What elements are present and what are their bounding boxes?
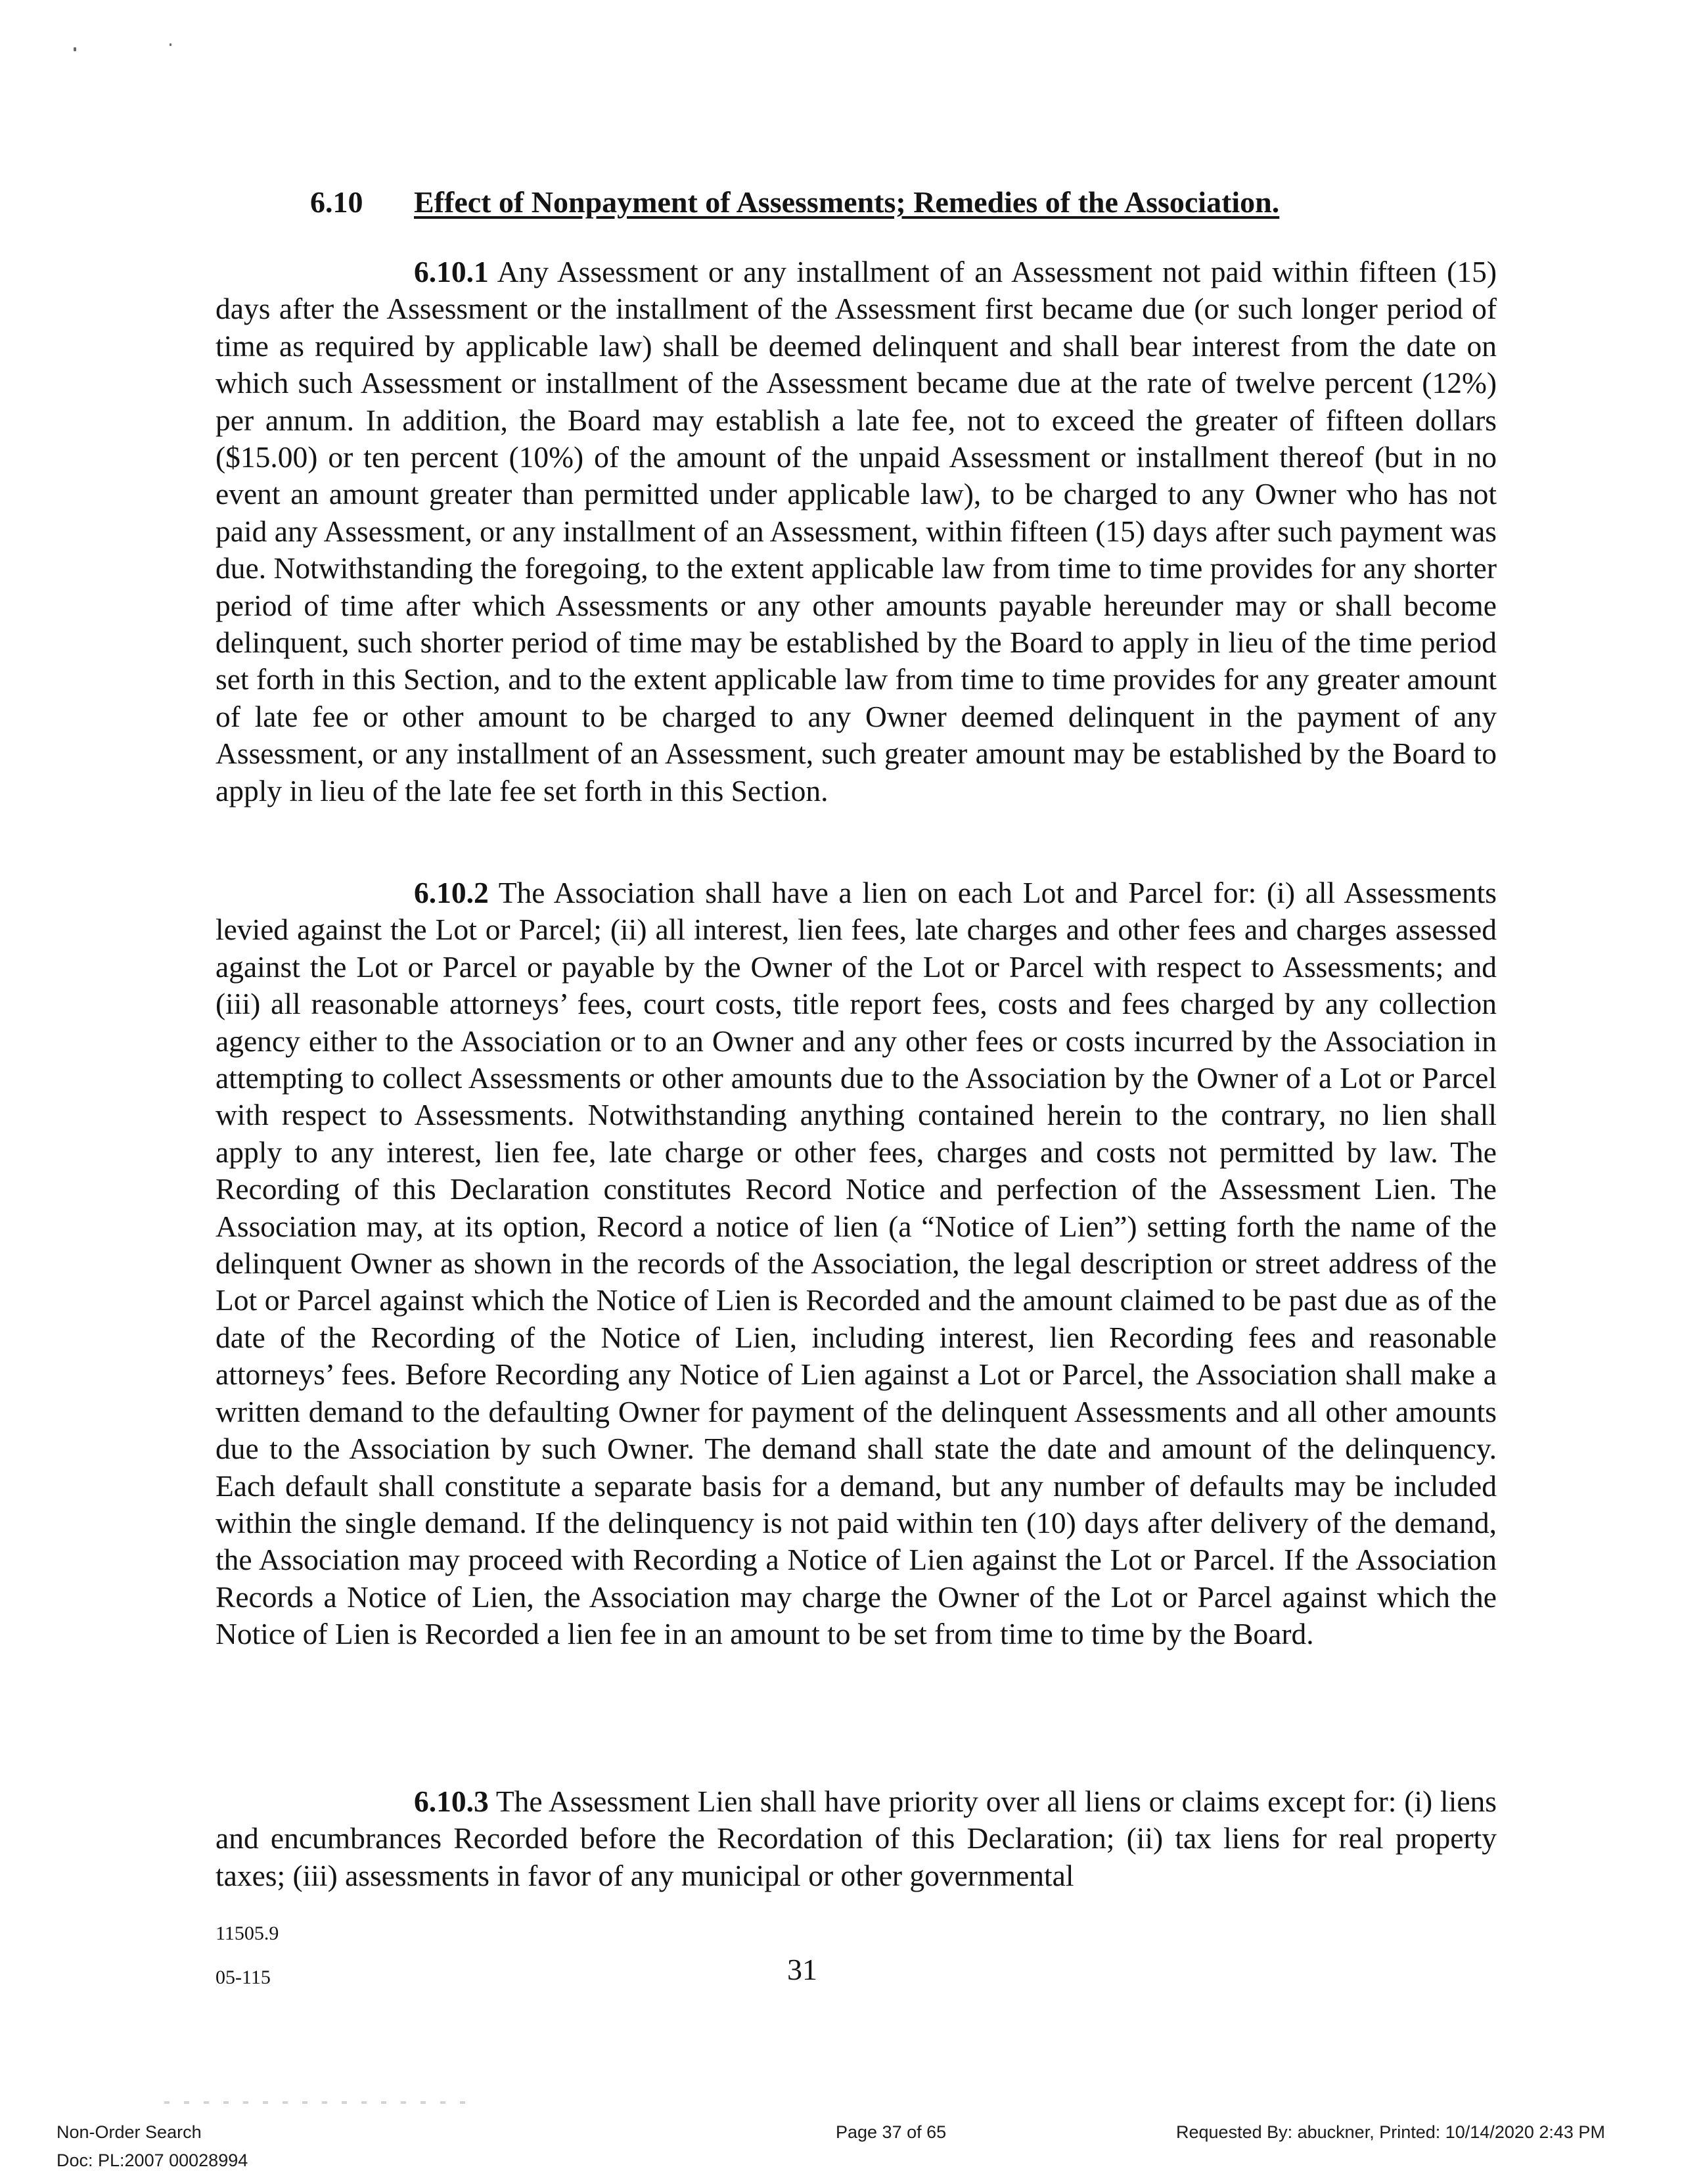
document-code: 11505.9 (216, 1922, 279, 1944)
footer-search-type: Non-Order Search (57, 2122, 202, 2142)
paragraph-number: 6.10.1 (414, 255, 489, 288)
paragraph-text: The Association shall have a lien on each Lot and Parcel for: (i) all Assessments levied against the Lot or Parcel; (ii) all interest, lien fees, late charges and other fees and charges assessed against the Lot or Parcel or payable by the Owner of the Lot or Parcel with respect to Assessments; and (iii) all reasonable attorneys’ fees, court costs, title report fees, costs and fees charged by any collection agency either to the Association or to an Owner and any other fees or costs incurred by the Association in attempting to collect Assessments or other amounts due to the Association by the Owner of a Lot or Parcel with respect to Assessments. Notwithstanding anything contained herein to the contrary, no lien shall apply to any interest, lien fee, late charge or other fees, charges and costs not permitted by law. The Recording of this Declaration constitutes Record Notice and perfection of the Assessment Lien. The Association may, at its option, Record a notice of lien (a “Notice of Lien”) setting forth the name of the delinquent Owner as shown in the records of the Association, the legal description or street address of the Lot or Parcel against which the Notice of Lien is Recorded and the amount claimed to be past due as of the date of the Recording of the Notice of Lien, including interest, lien Recording fees and reasonable attorneys’ fees. Before Recording any Notice of Lien against a Lot or Parcel, the Association shall make a written demand to the defaulting Owner for payment of the delinquent Assessments and all other amounts due to the Association by such Owner. The demand shall state the date and amount of the delinquency. Each default shall constitute a separate basis for a demand, but any number of defaults may be included within the single demand. If the delinquency is not paid within ten (10) days after delivery of the demand, the Association may proceed with Recording a Notice of Lien against the Lot or Parcel. If the Association Records a Notice of Lien, the Association may charge the Owner of the Lot or Parcel against which the Notice of Lien is Recorded a lien fee in an amount to be set from time to time by the Board. (216, 876, 1497, 1651)
page-number: 31 (787, 1953, 817, 1986)
paragraph-number: 6.10.3 (414, 1785, 489, 1818)
scan-speck (170, 43, 171, 46)
document-code: 05-115 (216, 1967, 271, 1988)
paragraph-number: 6.10.2 (414, 876, 489, 909)
section-title: Effect of Nonpayment of Assessments; Remedies of the Association. (414, 185, 1280, 219)
paragraph-text: The Assessment Lien shall have priority over all liens or claims except for: (i) liens and encumbrances Recorded before the Recordation of this Declaration; (ii) tax liens for real property taxes; (iii) assessments in favor of any municipal or other governmental (216, 1785, 1497, 1892)
footer-page-count: Page 37 of 65 (836, 2122, 947, 2142)
footer-document-id: Doc: PL:2007 00028994 (57, 2150, 248, 2170)
paragraph-6-10-1 (216, 254, 1497, 809)
section-number: 6.10 (310, 185, 363, 219)
paragraph-6-10-3 (216, 1783, 1497, 1894)
scan-noise-line (164, 2101, 473, 2104)
scan-speck (74, 47, 76, 51)
paragraph-text: Any Assessment or any installment of an Assessment not paid within fifteen (15) days after the Assessment or the installment of the Assessment first became due (or such longer period of time as required by applicable law) shall be deemed delinquent and shall bear interest from the date on which such Assessment or installment of the Assessment became due at the rate of twelve percent (12%) per annum. In addition, the Board may establish a late fee, not to exceed the greater of fifteen dollars ($15.00) or ten percent (10%) of the amount of the unpaid Assessment or installment thereof (but in no event an amount greater than permitted under applicable law), to be charged to any Owner who has not paid any Assessment, or any installment of an Assessment, within fifteen (15) days after such payment was due. Notwithstanding the foregoing, to the extent applicable law from time to time provides for any shorter period of time after which Assessments or any other amounts payable hereunder may or shall become delinquent, such shorter period of time may be established by the Board to apply in lieu of the time period set forth in this Section, and to the extent applicable law from time to time provides for any greater amount of late fee or other amount to be charged to any Owner deemed delinquent in the payment of any Assessment, or any installment of an Assessment, such greater amount may be established by the Board to apply in lieu of the late fee set forth in this Section. (216, 255, 1497, 808)
paragraph-6-10-2 (216, 875, 1497, 1653)
footer-requested-by: Requested By: abuckner, Printed: 10/14/2020 2:43 PM (1176, 2122, 1605, 2142)
section-heading (310, 183, 1279, 222)
